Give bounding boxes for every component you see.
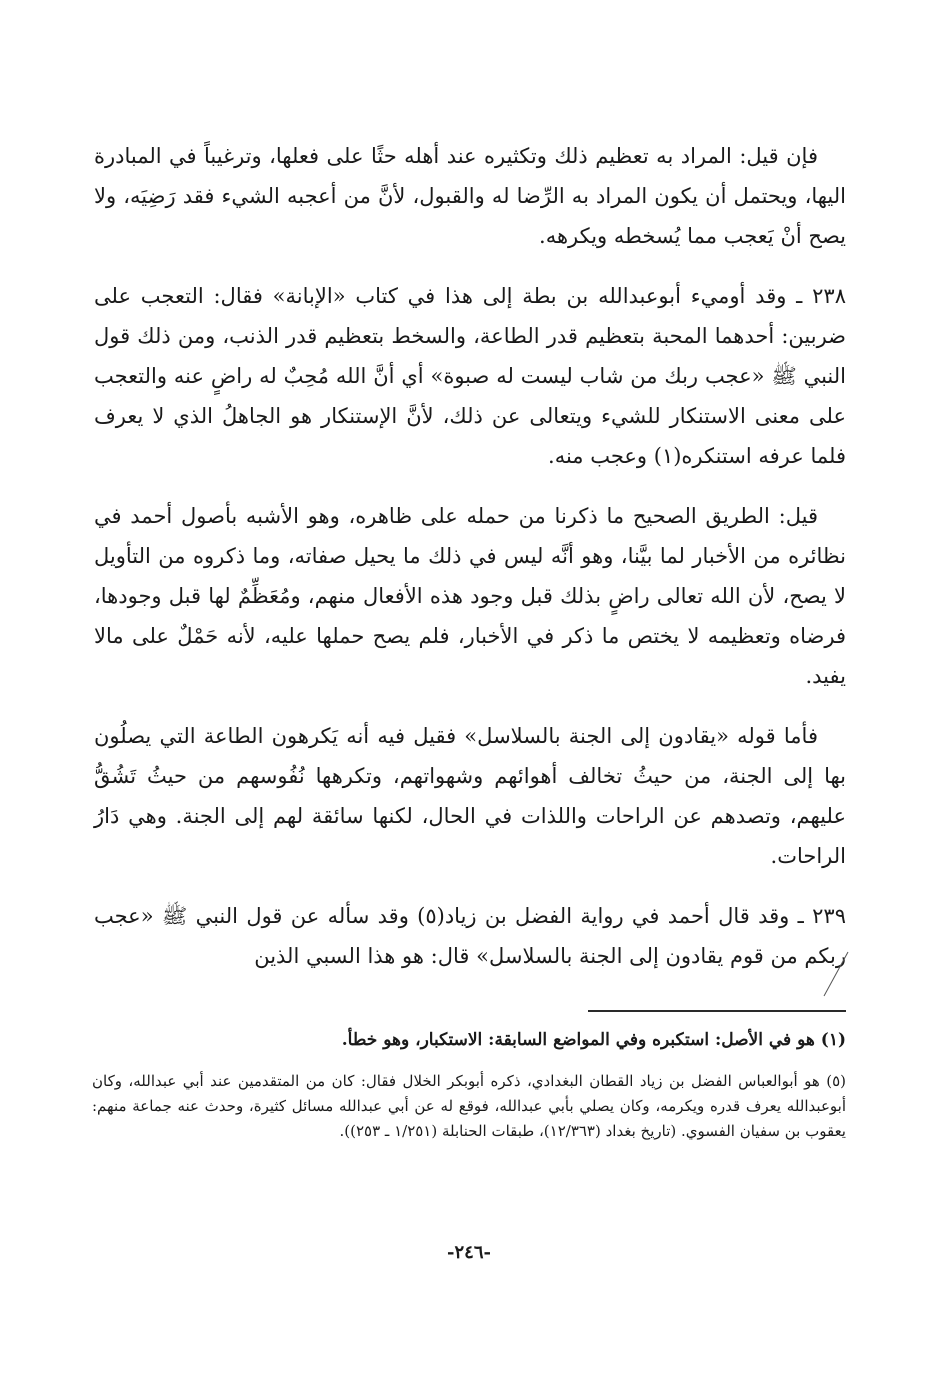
- footnote-divider: [588, 1010, 846, 1012]
- footnotes: [92, 1025, 846, 1144]
- paragraph-4: فأما قوله «يقادون إلى الجنة بالسلاسل» فقيل فيه أنه يَكرهون الطاعة التي يصلُون بها إلى الجنة، من حيثُ تخالف أهوائهم وشهواتهم، وتكرهها نُفُوسهم من حيثُ تَشُقُّ عليهم، وتصدهم عن الراحات واللذات في الحال، لكنها سائقة لهم إلى الجنة. وهي دَارُ الراحات.: [94, 724, 846, 868]
- footnote-5: (٥) هو أبوالعباس الفضل بن زياد القطان البغدادي، ذكره أبوبكر الخلال فقال: كان من المتقدمين عند أبي عبدالله، وكان أبوعبدالله يعرف قدره ويكرمه، وكان يصلي بأبي عبدالله، فوقع له عن أبي عبدالله مسائل كثيرة، وحدث عنه جماعة منهم: يعقوب بن سفيان الفسوي. (تاريخ بغداد (١٢/٣٦٣)، طبقات الحنابلة (١/٢٥١ ـ ٢٥٣)).: [92, 1072, 846, 1140]
- footnote-1: (١) هو في الأصل: استكبره وفي المواضع السابقة: الاستكبار، وهو خطأ.: [341, 1030, 846, 1050]
- paragraph-3: قيل: الطريق الصحيح ما ذكرنا من حمله على ظاهره، وهو الأشبه بأصول أحمد في نظائره من الأخبار لما بيَّنا، وهو أنَّه ليس في ذلك ما يحيل صفاته، وما ذكروه من التأويل لا يصح، لأن الله تعالى راضٍ بذلك قبل وجود هذه الأفعال منهم، ومُعَظِّمٌ لها قبل وجودها، فرضاه وتعظيمه لا يختص ما ذكر في الأخبار، فلم يصح حملها عليه، لأنه حَمْلٌ على مالا يفيد.: [94, 504, 846, 688]
- pen-mark: [820, 950, 850, 1000]
- main-text: [94, 136, 846, 996]
- paragraph-239: ٢٣٩ ـ وقد قال أحمد في رواية الفضل بن زياد(٥) وقد سأله عن قول النبي ﷺ «عجب ربكم من قوم يقادون إلى الجنة بالسلاسل» قال: هو هذا السبي الذين: [94, 904, 846, 968]
- paragraph-1: فإن قيل: المراد به تعظيم ذلك وتكثيره عند أهله حثًا على فعلها، وترغيباً في المبادرة اليها، ويحتمل أن يكون المراد به الرِّضا له والقبول، لأنَّ من أعجبه الشيء فقد رَضِيَه، ولا يصح أنْ يَعجب مما يُسخطه ويكرهه.: [94, 144, 846, 248]
- paragraph-238: ٢٣٨ ـ وقد أوميء أبوعبدالله بن بطة إلى هذا في كتاب «الإبانة» فقال: التعجب على ضربين: أحدهما المحبة بتعظيم قدر الطاعة، والسخط بتعظيم قدر الذنب، ومن ذلك قول النبي ﷺ «عجب ربك من شاب ليست له صبوة» أي أنَّ الله مُحِبٌ له راضٍ عنه والتعجب على معنى الاستنكار للشيء ويتعالى عن ذلك، لأنَّ الإستنكار هو الجاهلُ الذي لا يعرف فلما عرفه استنكره(١) وعجب منه.: [94, 284, 846, 468]
- page-number: -٢٤٦-: [447, 1242, 491, 1263]
